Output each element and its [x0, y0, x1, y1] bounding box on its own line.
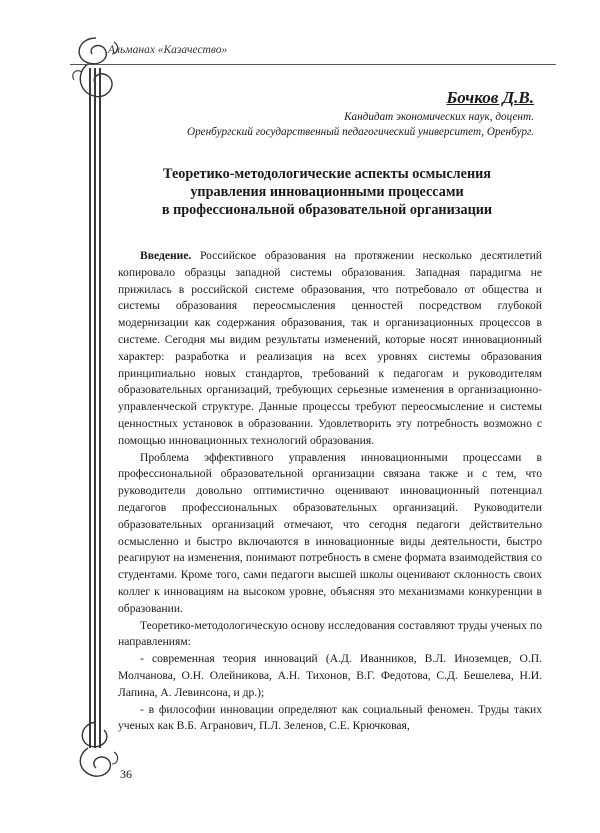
article-body — [118, 248, 542, 735]
vertical-border-lines — [87, 68, 105, 748]
author-institution: Оренбургский государственный педагогический университет, Оренбург. — [186, 125, 534, 138]
list-item: - в философии инновации определяют как социальный феномен. Труды таких ученых как В.Б. Агранович, П.Л. Зеленов, С.Е. Крючковая, — [118, 702, 542, 733]
paragraph-introduction — [118, 248, 542, 450]
title-line: в профессиональной образовательной организации — [161, 202, 493, 218]
author-name: Бочков Д.В. — [446, 88, 534, 107]
page-number: 36 — [120, 767, 132, 781]
list-item: - современная теория инноваций (А.Д. Иванников, В.Л. Иноземцев, О.П. Молчанова, О.Н. Олейникова, А.Н. Тихонов, В.Г. Федотова, С.Д. Бешелева, Н.И. Лапина, А. Левинсона, и др.); — [118, 652, 542, 699]
paragraph: Проблема эффективного управления инновационными процессами в профессиональной образовательной организации связана также и с тем, что руководители довольно оптимистично оценивают инновационный потенциал педагогов профессиональных образовательных организаций. Руководители образовательных организаций отмечают, что сегодня педагоги действительно осмысленно и быстро включаются в инновационные виды деятельности, быстро реагируют на изменения, понимают потребность в смене формата взаимодействия со студентами. Кроме того, сами педагоги высшей школы оценивают склонность своих коллег к инновациям на высоком уровне, объясняя это механизмами конкуренции в образовании. — [118, 450, 542, 615]
paragraph: Теоретико-методологическую основу исследования составляют труды ученых по направлениям: — [118, 618, 542, 649]
paragraph-text: Российское образования на протяжении несколько десятилетий копировало образцы западной системы образования. Западная парадигма не прижилась в российской системе образования, что потребовало от общества и системы образования переосмысления ценностей посредством глубокой модернизации как содержания образования, так и организационных процессов в системе. Сегодня мы видим результаты изменений, которые носят инновационный характер: разработка и реализация на всех уровнях системы образования принципиально новых стандартов, требований к педагогам и руководителям образовательных организаций, требующих серьезные изменения в организационно-управленческой структуре. Данные процессы требуют переосмысление и системы ценностных установок в образовании. Удовлетворить эту потребность возможно с помощью инновационных технологий образования. — [118, 249, 542, 447]
corner-ornament-bottom — [70, 718, 122, 780]
author-degree: Кандидат экономических наук, доцент. — [344, 111, 534, 123]
article-title — [112, 165, 542, 219]
running-header: Альманах «Казачество» — [108, 44, 228, 56]
title-line: Теоретико-методологические аспекты осмысления — [163, 166, 491, 182]
header-rule — [70, 64, 556, 65]
author-affiliation — [187, 110, 534, 139]
introduction-lead: Введение. — [140, 249, 192, 262]
title-line: управления инновационными процессами — [190, 184, 464, 200]
